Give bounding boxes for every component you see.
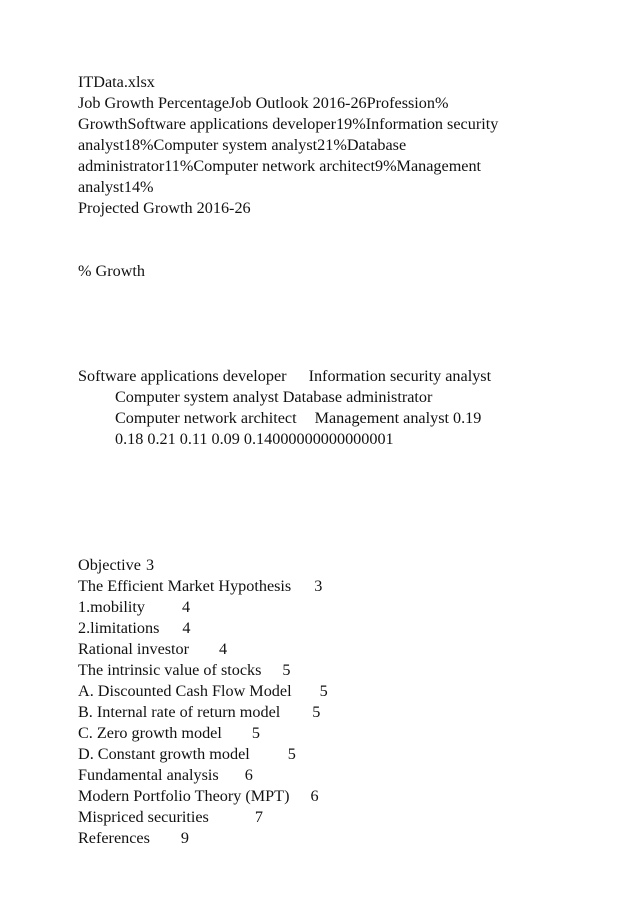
- text-line: GrowthSoftware applications developer19%Information security: [78, 115, 499, 133]
- toc-row: [78, 639, 578, 660]
- toc-title: 2.limitations: [78, 619, 160, 637]
- toc-title: A. Discounted Cash Flow Model: [78, 682, 292, 700]
- toc-row: [78, 744, 578, 765]
- value-text: 0.19: [453, 409, 482, 427]
- toc-page: 5: [312, 703, 321, 721]
- toc-page: 5: [282, 661, 291, 679]
- toc-row: [78, 786, 578, 807]
- file-name: ITData.xlsx: [78, 73, 155, 91]
- toc-page: 6: [310, 787, 319, 805]
- toc-row: [78, 681, 578, 702]
- category-text: Software applications developer: [78, 367, 287, 385]
- toc-page: 4: [219, 640, 228, 658]
- toc-page: 5: [319, 682, 328, 700]
- toc-title: C. Zero growth model: [78, 724, 222, 742]
- toc-title: Rational investor: [78, 640, 190, 658]
- toc-row: [78, 723, 578, 744]
- toc-title: 1.mobility: [78, 598, 146, 616]
- toc-row: [78, 807, 578, 828]
- category-line: [78, 366, 578, 387]
- toc-page: 4: [182, 598, 191, 616]
- text-line: analyst14%: [78, 178, 154, 196]
- toc-row: [78, 828, 578, 849]
- document-page: [78, 72, 578, 849]
- toc-page: 6: [244, 766, 253, 784]
- toc-page: 7: [254, 808, 263, 826]
- toc-row: [78, 702, 578, 723]
- category-text: Information security analyst: [308, 367, 492, 385]
- axis-label-text: % Growth: [78, 262, 145, 280]
- toc-title: Modern Portfolio Theory (MPT): [78, 787, 290, 805]
- toc-title: D. Constant growth model: [78, 745, 250, 763]
- toc-title: Fundamental analysis: [78, 766, 219, 784]
- toc-row: [78, 765, 578, 786]
- toc-row: [78, 576, 578, 597]
- text-line: analyst18%Computer system analyst21%Database: [78, 136, 407, 154]
- text-line: administrator11%Computer network architect9%Management: [78, 157, 482, 175]
- toc-row: [78, 555, 578, 576]
- toc-title: The Efficient Market Hypothesis: [78, 577, 292, 595]
- toc-page: 5: [251, 724, 260, 742]
- category-line: Computer system analyst Database administrator: [115, 388, 433, 406]
- toc-page: 5: [287, 745, 296, 763]
- values-line: 0.18 0.21 0.11 0.09 0.14000000000000001: [115, 430, 394, 448]
- category-text: Computer network architect: [115, 409, 297, 427]
- chart-title-text: Projected Growth 2016-26: [78, 199, 251, 217]
- toc-page: 3: [145, 556, 155, 574]
- toc-row: [78, 597, 578, 618]
- toc-title: Mispriced securities: [78, 808, 209, 826]
- toc-page: 9: [180, 829, 189, 847]
- category-line: [78, 408, 578, 429]
- toc-row: [78, 660, 578, 681]
- toc-title: Objective: [78, 556, 141, 574]
- toc-title: The intrinsic value of stocks: [78, 661, 262, 679]
- table-of-contents: [78, 555, 578, 849]
- category-text: Management analyst: [314, 409, 450, 427]
- toc-title: B. Internal rate of return model: [78, 703, 281, 721]
- toc-row: [78, 618, 578, 639]
- toc-page: 4: [182, 619, 191, 637]
- toc-page: 3: [314, 577, 323, 595]
- text-line: Job Growth PercentageJob Outlook 2016-26Profession%: [78, 94, 449, 112]
- toc-title: References: [78, 829, 150, 847]
